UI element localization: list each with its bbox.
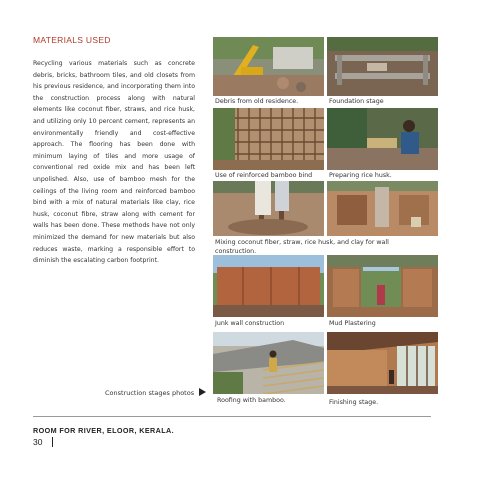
caption-rice-husk: Preparing rice husk. (329, 172, 392, 179)
mixing-photo (213, 181, 324, 236)
body-paragraph: Recycling various materials such as concrete debris, bricks, bathroom tiles, and old closets from his previous residence, and incorporating them into the construction process along with natural elements like coconut fiber, straws, and rice husk, and utilizing only 10 percent cement, represents an environmentally friendly and cost-effective approach. The flooring has been done with minimum laying of tiles and more usage of conventional red oxide mix and has been left unpolished. Also, use of bamboo mesh for the ceilings of the living room and reinforced bamboo bind with a mix of natural materials like clay, rice husk, coconut fibre, straw along with cement for walls has been done. These methods have not only minimized the demand for new materials but also reduces waste, marking a responsible effort to diminish the escalating carbon footprint. (33, 60, 195, 265)
caption-roofing: Roofing with bamboo. (217, 397, 286, 404)
page-number-separator (52, 437, 53, 447)
caption-finishing: Finishing stage. (329, 399, 379, 406)
finishing-photo (327, 332, 438, 394)
stages-label: Construction stages photos (105, 389, 195, 397)
caption-mixing: Mixing coconut fiber, straw, rice husk, and clay for wall (215, 239, 389, 246)
caption-bamboo-bind: Use of reinforced bamboo bind (215, 172, 313, 179)
arrow-right-icon (199, 388, 206, 396)
caption-mixing-continued: construction. (215, 248, 257, 255)
page-number: 30 (33, 437, 43, 447)
caption-mud-plastering: Mud Plastering (329, 320, 376, 327)
section-heading: MATERIALS USED (33, 35, 111, 45)
foundation-photo (327, 37, 438, 96)
junk-wall-photo (213, 255, 324, 317)
footer-title: ROOM FOR RIVER, ELOOR, KERALA. (33, 426, 174, 435)
wall-mix-photo (327, 181, 438, 236)
bamboo-bind-photo (213, 108, 324, 170)
rice-husk-photo (327, 108, 438, 170)
caption-debris: Debris from old residence. (215, 98, 299, 105)
roofing-photo (213, 332, 324, 394)
debris-photo (213, 37, 324, 96)
caption-foundation: Foundation stage (329, 98, 384, 105)
caption-junk-wall: Junk wall construction (215, 320, 285, 327)
footer-divider (33, 416, 431, 417)
mud-plastering-photo (327, 255, 438, 317)
